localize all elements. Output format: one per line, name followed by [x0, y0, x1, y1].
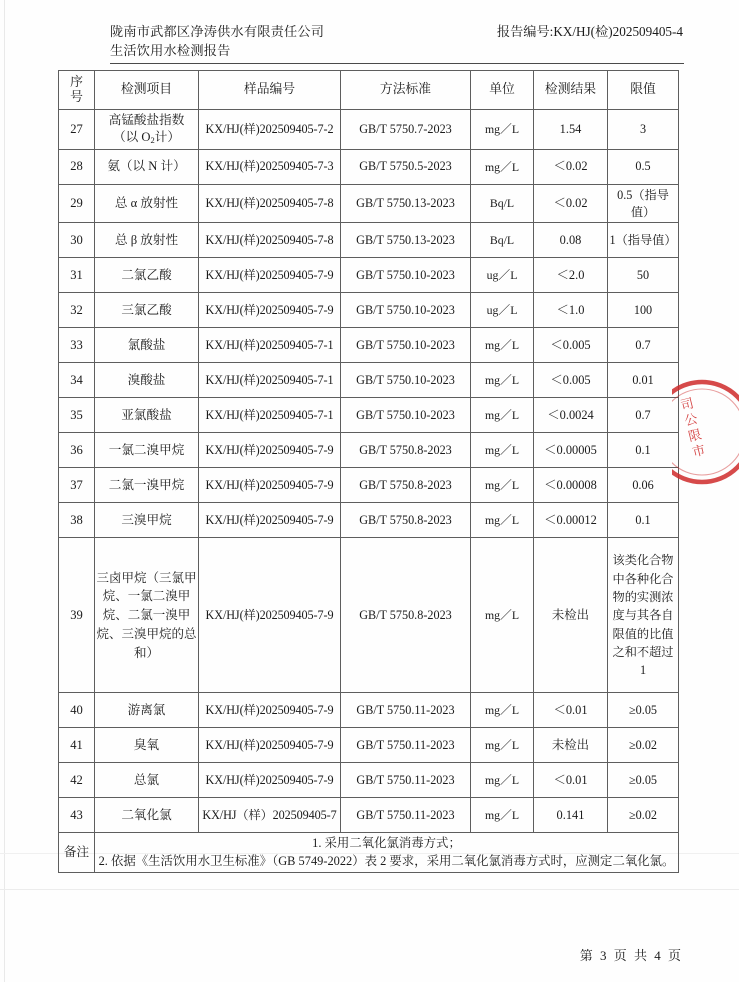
- cell-result: ＜0.00012: [534, 503, 608, 538]
- cell-no: 38: [59, 503, 95, 538]
- cell-limit: ≥0.05: [608, 693, 679, 728]
- cell-item: 高锰酸盐指数 （以 $O_2$计）: [95, 110, 199, 150]
- cell-no: 27: [59, 110, 95, 150]
- cell-result: ＜2.0: [534, 258, 608, 293]
- cell-unit: mg／L: [471, 538, 534, 693]
- scan-edge-left: [4, 0, 5, 982]
- table-row: [59, 184, 679, 223]
- cell-no: 34: [59, 363, 95, 398]
- cell-sample: KX/HJ（样）202509405-7: [199, 798, 341, 833]
- cell-item: 二氧化氯: [95, 798, 199, 833]
- cell-item: 三氯乙酸: [95, 293, 199, 328]
- cell-result: ＜0.005: [534, 328, 608, 363]
- table-row: [59, 503, 679, 538]
- cell-no: 32: [59, 293, 95, 328]
- page-number-footer: 第 3 页 共 4 页: [579, 948, 683, 963]
- cell-unit: ug／L: [471, 293, 534, 328]
- cell-limit: ≥0.02: [608, 798, 679, 833]
- report-subtitle: 生活饮用水检测报告: [110, 43, 231, 58]
- table-row: [59, 468, 679, 503]
- cell-no: 36: [59, 433, 95, 468]
- cell-sample: KX/HJ(样)202509405-7-1: [199, 363, 341, 398]
- cell-result: 0.08: [534, 223, 608, 258]
- table-row: [59, 433, 679, 468]
- cell-limit: ≥0.02: [608, 728, 679, 763]
- column-header-result: 检测结果: [534, 71, 608, 110]
- cell-unit: mg／L: [471, 763, 534, 798]
- table-row: [59, 398, 679, 433]
- cell-limit: 0.1: [608, 433, 679, 468]
- table-row: [59, 798, 679, 833]
- cell-no: 29: [59, 184, 95, 223]
- cell-method: GB/T 5750.11-2023: [341, 728, 471, 763]
- cell-method: GB/T 5750.10-2023: [341, 398, 471, 433]
- cell-limit: 0.7: [608, 398, 679, 433]
- cell-sample: KX/HJ(样)202509405-7-9: [199, 728, 341, 763]
- cell-sample: KX/HJ(样)202509405-7-2: [199, 110, 341, 150]
- cell-no: 37: [59, 468, 95, 503]
- cell-unit: mg／L: [471, 149, 534, 184]
- cell-no: 43: [59, 798, 95, 833]
- cell-unit: ug／L: [471, 258, 534, 293]
- table-row: [59, 693, 679, 728]
- cell-sample: KX/HJ(样)202509405-7-9: [199, 503, 341, 538]
- cell-no: 33: [59, 328, 95, 363]
- seal-char-2: 公: [682, 410, 700, 429]
- results-table: [58, 70, 679, 873]
- cell-unit: mg／L: [471, 503, 534, 538]
- cell-sample: KX/HJ(样)202509405-7-9: [199, 293, 341, 328]
- cell-unit: mg／L: [471, 798, 534, 833]
- cell-result: 0.141: [534, 798, 608, 833]
- cell-sample: KX/HJ(样)202509405-7-9: [199, 468, 341, 503]
- cell-result: ＜0.02: [534, 184, 608, 223]
- cell-sample: KX/HJ(样)202509405-7-3: [199, 149, 341, 184]
- cell-method: GB/T 5750.10-2023: [341, 363, 471, 398]
- cell-no: 35: [59, 398, 95, 433]
- cell-result: 未检出: [534, 728, 608, 763]
- cell-method: GB/T 5750.5-2023: [341, 149, 471, 184]
- cell-unit: mg／L: [471, 693, 534, 728]
- cell-method: GB/T 5750.8-2023: [341, 503, 471, 538]
- cell-no: 28: [59, 149, 95, 184]
- table-header-row: [59, 71, 679, 110]
- cell-no: 31: [59, 258, 95, 293]
- cell-item: 总氯: [95, 763, 199, 798]
- cell-method: GB/T 5750.11-2023: [341, 693, 471, 728]
- table-row: [59, 293, 679, 328]
- seal-char-3: 限: [686, 426, 703, 444]
- cell-limit: 0.5: [608, 149, 679, 184]
- company-title: [110, 22, 324, 60]
- cell-limit: 0.01: [608, 363, 679, 398]
- cell-result: ＜0.01: [534, 763, 608, 798]
- cell-method: GB/T 5750.10-2023: [341, 258, 471, 293]
- cell-method: GB/T 5750.13-2023: [341, 223, 471, 258]
- cell-result: ＜0.00005: [534, 433, 608, 468]
- cell-sample: KX/HJ(样)202509405-7-9: [199, 258, 341, 293]
- cell-result: ＜0.02: [534, 149, 608, 184]
- cell-limit: 1（指导值）: [608, 223, 679, 258]
- cell-no: 30: [59, 223, 95, 258]
- cell-unit: mg／L: [471, 328, 534, 363]
- seal-char-1: 司: [679, 395, 696, 414]
- cell-no: 39: [59, 538, 95, 693]
- cell-item: 总 α 放射性: [95, 184, 199, 223]
- cell-item: 一氯二溴甲烷: [95, 433, 199, 468]
- cell-sample: KX/HJ(样)202509405-7-8: [199, 184, 341, 223]
- table-row: [59, 763, 679, 798]
- table-row: [59, 728, 679, 763]
- cell-no: 40: [59, 693, 95, 728]
- table-row: [59, 538, 679, 693]
- cell-sample: KX/HJ(样)202509405-7-1: [199, 398, 341, 433]
- company-name: 陇南市武都区净涛供水有限责任公司: [110, 24, 325, 39]
- remarks-label: 备注: [59, 833, 95, 872]
- cell-unit: mg／L: [471, 363, 534, 398]
- cell-method: GB/T 5750.8-2023: [341, 538, 471, 693]
- cell-sample: KX/HJ(样)202509405-7-9: [199, 538, 341, 693]
- cell-result: 1.54: [534, 110, 608, 150]
- header-divider: [110, 63, 684, 64]
- cell-unit: mg／L: [471, 468, 534, 503]
- column-header-item: 检测项目: [95, 71, 199, 110]
- cell-method: GB/T 5750.13-2023: [341, 184, 471, 223]
- cell-sample: KX/HJ(样)202509405-7-9: [199, 693, 341, 728]
- company-seal-stamp: [672, 378, 739, 486]
- cell-item: 三溴甲烷: [95, 503, 199, 538]
- cell-item: 总 β 放射性: [95, 223, 199, 258]
- table-row: [59, 363, 679, 398]
- cell-limit: 0.1: [608, 503, 679, 538]
- cell-no: 41: [59, 728, 95, 763]
- cell-method: GB/T 5750.10-2023: [341, 293, 471, 328]
- cell-result: ＜0.005: [534, 363, 608, 398]
- column-header-sample: 样品编号: [199, 71, 341, 110]
- cell-method: GB/T 5750.10-2023: [341, 328, 471, 363]
- cell-result: ＜0.01: [534, 693, 608, 728]
- cell-method: GB/T 5750.8-2023: [341, 433, 471, 468]
- remarks-row: [59, 833, 679, 872]
- cell-limit: 100: [608, 293, 679, 328]
- cell-limit: 0.06: [608, 468, 679, 503]
- cell-no: 42: [59, 763, 95, 798]
- cell-limit: 50: [608, 258, 679, 293]
- seal-char-4: 市: [690, 441, 707, 460]
- cell-method: GB/T 5750.8-2023: [341, 468, 471, 503]
- remarks-line-1: 1. 采用二氧化氯消毒方式；: [312, 836, 461, 851]
- remarks-body: [95, 833, 679, 872]
- cell-limit: 3: [608, 110, 679, 150]
- scan-edge-bottom: [0, 889, 739, 890]
- cell-item: 氨（以 N 计）: [95, 149, 199, 184]
- cell-item: 臭氧: [95, 728, 199, 763]
- cell-item: 亚氯酸盐: [95, 398, 199, 433]
- table-row: [59, 328, 679, 363]
- cell-item: 游离氯: [95, 693, 199, 728]
- cell-limit: ≥0.05: [608, 763, 679, 798]
- cell-item: 三卤甲烷（三氯甲烷、一氯二溴甲烷、二氯一溴甲烷、三溴甲烷的总和）: [95, 538, 199, 693]
- cell-item: 溴酸盐: [95, 363, 199, 398]
- report-number: 报告编号:KX/HJ(检)202509405-4: [496, 24, 683, 39]
- cell-limit: 该类化合物中各种化合物的实测浓度与其各自限值的比值之和不超过 1: [608, 538, 679, 693]
- column-header-no: 序 号: [59, 71, 95, 110]
- cell-unit: mg／L: [471, 398, 534, 433]
- column-header-limit: 限值: [608, 71, 679, 110]
- column-header-unit: 单位: [471, 71, 534, 110]
- cell-unit: Bq/L: [471, 223, 534, 258]
- cell-method: GB/T 5750.11-2023: [341, 798, 471, 833]
- table-row: [59, 110, 679, 150]
- column-header-method: 方法标准: [341, 71, 471, 110]
- cell-method: GB/T 5750.7-2023: [341, 110, 471, 150]
- cell-method: GB/T 5750.11-2023: [341, 763, 471, 798]
- cell-unit: mg／L: [471, 433, 534, 468]
- cell-result: ＜0.0024: [534, 398, 608, 433]
- document-header: [110, 22, 683, 62]
- cell-result: ＜0.00008: [534, 468, 608, 503]
- cell-limit: 0.7: [608, 328, 679, 363]
- cell-sample: KX/HJ(样)202509405-7-9: [199, 763, 341, 798]
- cell-item: 二氯乙酸: [95, 258, 199, 293]
- remarks-line-2: 2. 依据《生活饮用水卫生标准》（GB 5749-2022）表 2 要求，采用二氧化氯消毒方式时，应测定二氧化氯。: [98, 853, 675, 868]
- cell-sample: KX/HJ(样)202509405-7-9: [199, 433, 341, 468]
- cell-item: 氯酸盐: [95, 328, 199, 363]
- cell-result: ＜1.0: [534, 293, 608, 328]
- table-row: [59, 223, 679, 258]
- cell-limit: 0.5（指导值）: [608, 184, 679, 223]
- cell-unit: mg／L: [471, 728, 534, 763]
- cell-result: 未检出: [534, 538, 608, 693]
- cell-item: 二氯一溴甲烷: [95, 468, 199, 503]
- cell-sample: KX/HJ(样)202509405-7-8: [199, 223, 341, 258]
- cell-sample: KX/HJ(样)202509405-7-1: [199, 328, 341, 363]
- cell-unit: mg／L: [471, 110, 534, 150]
- table-row: [59, 258, 679, 293]
- table-row: [59, 149, 679, 184]
- cell-unit: Bq/L: [471, 184, 534, 223]
